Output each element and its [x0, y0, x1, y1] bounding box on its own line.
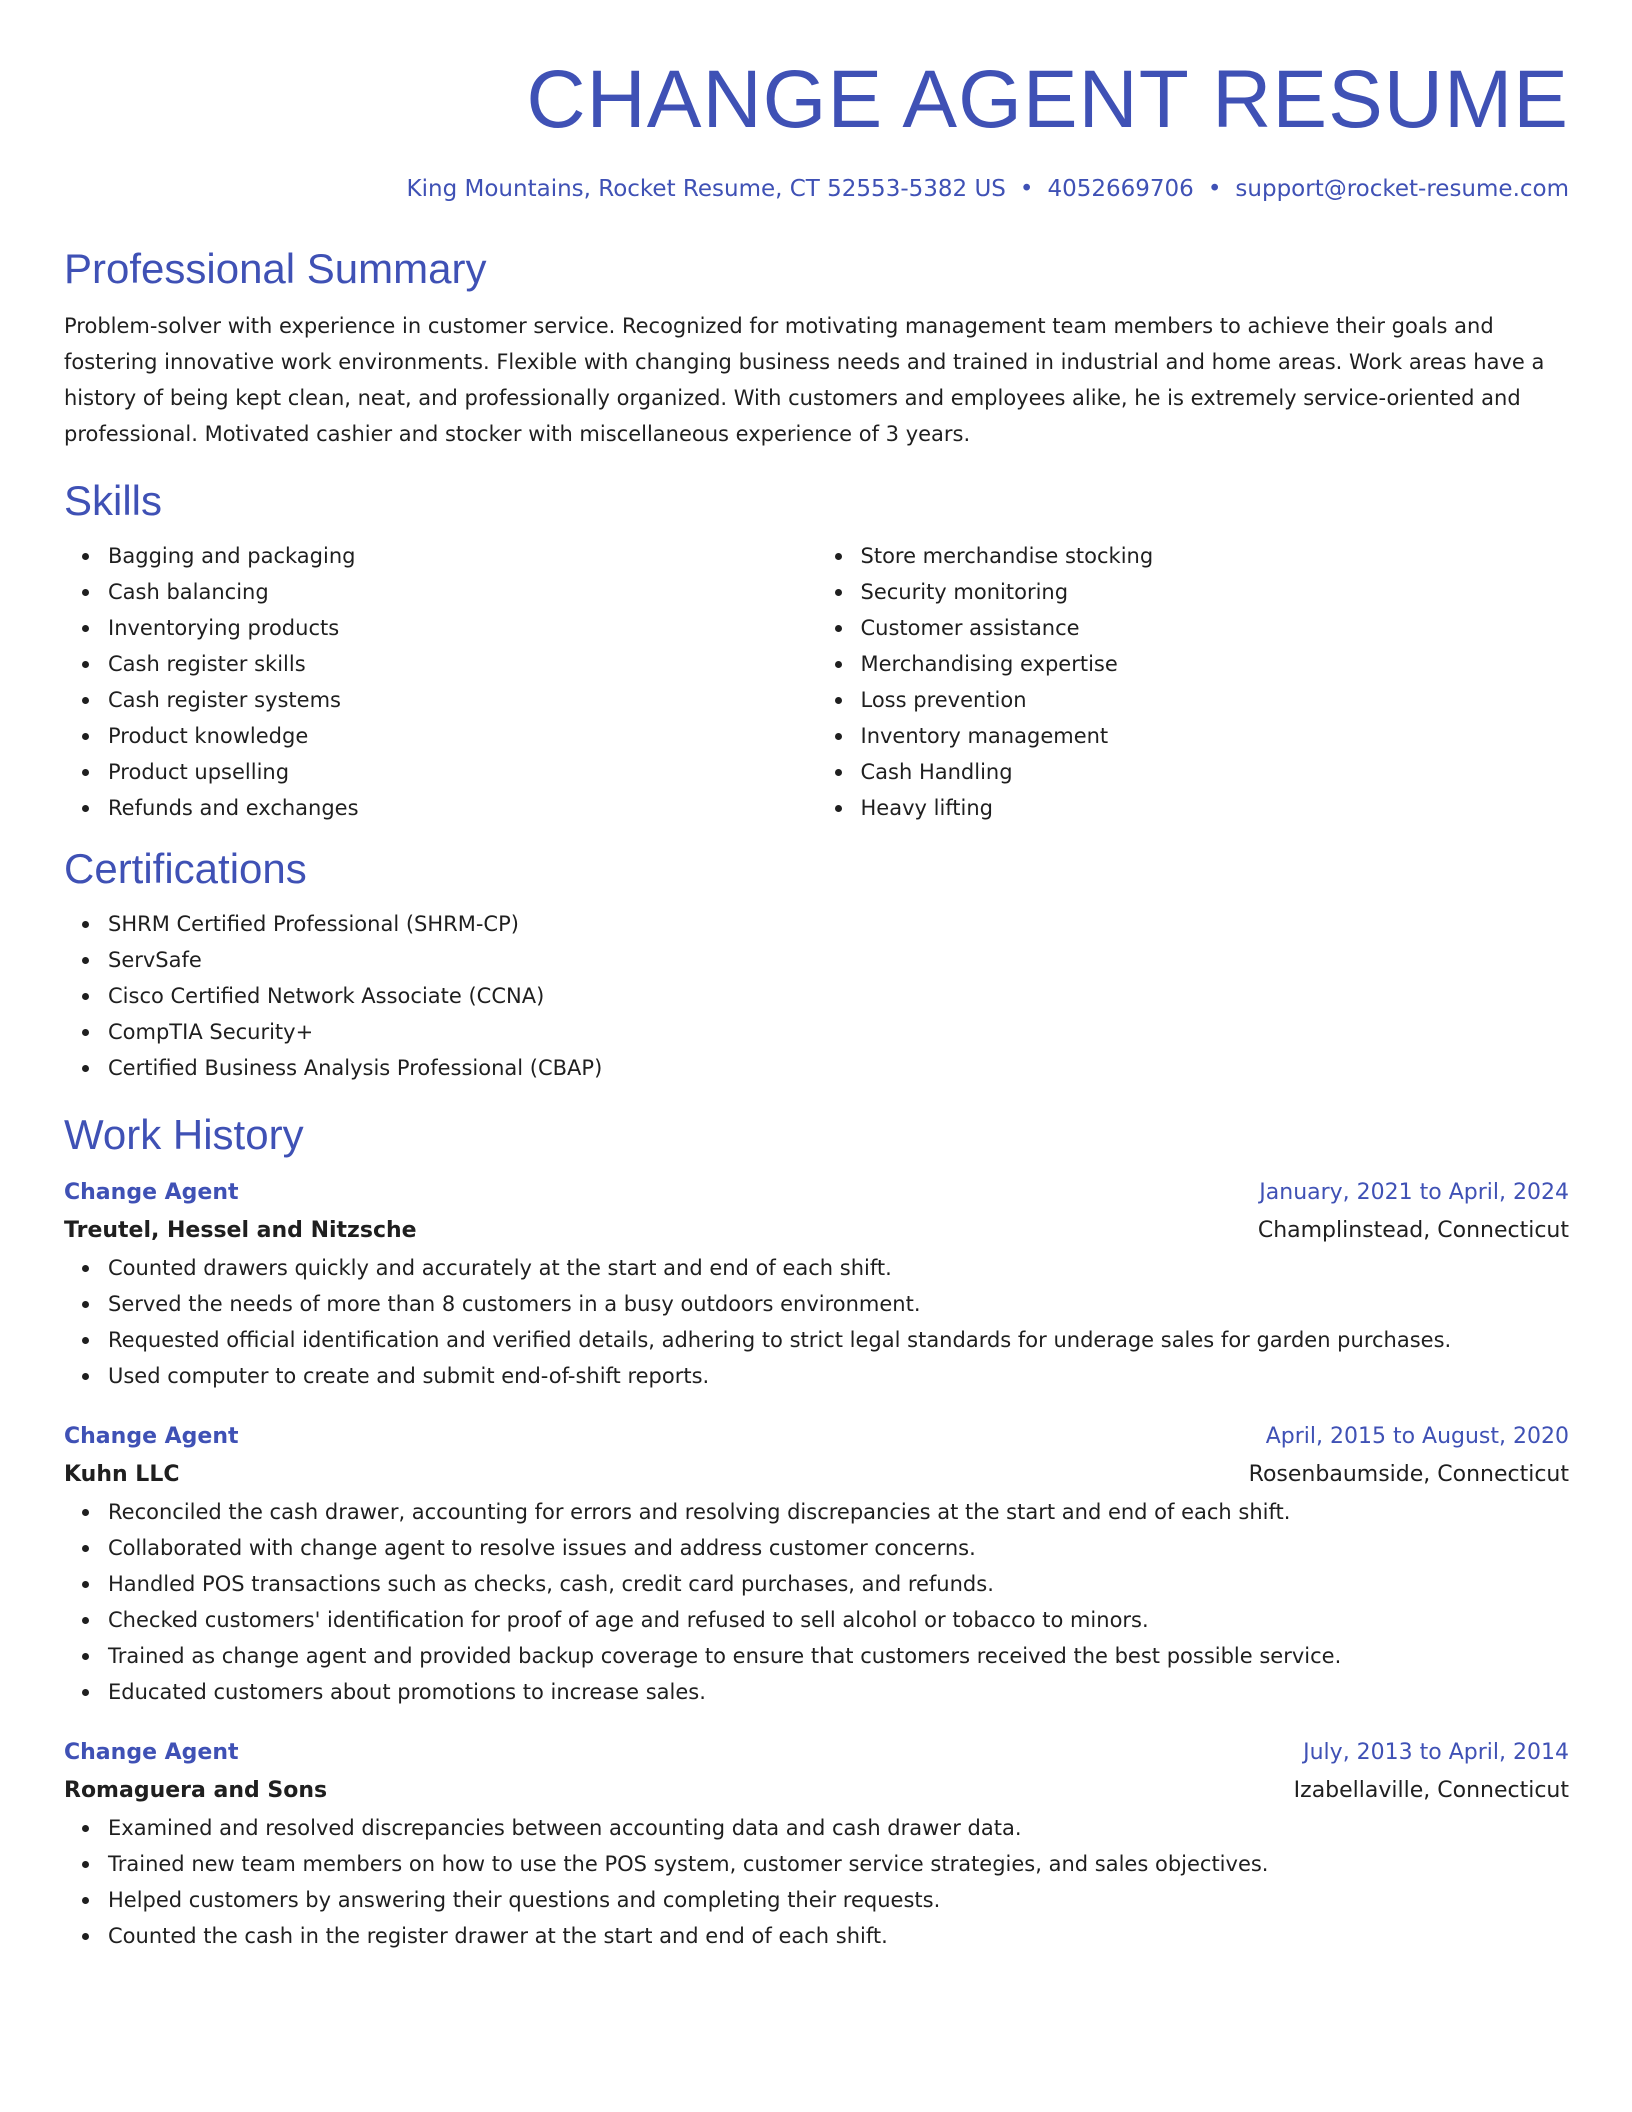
job-bullet: Examined and resolved discrepancies between accounting data and cash drawer data. — [108, 1810, 1569, 1846]
job-bullet: Trained as change agent and provided backup coverage to ensure that customers received the best possible service. — [108, 1638, 1569, 1674]
summary-heading: Professional Summary — [64, 245, 487, 292]
contact-phone[interactable]: 4052669706 — [1047, 176, 1194, 202]
job-bullet: Served the needs of more than 8 customers in a busy outdoors environment. — [108, 1286, 1569, 1322]
job-title: Change Agent — [64, 1740, 239, 1765]
certification-item: CompTIA Security+ — [108, 1014, 1569, 1050]
job-dates: January, 2021 to April, 2024 — [1259, 1180, 1569, 1205]
job-header-row — [64, 1734, 1569, 1772]
job-bullet-list — [64, 1250, 1569, 1394]
job-bullet: Reconciled the cash drawer, accounting for errors and resolving discrepancies at the start and end of each shift. — [108, 1494, 1569, 1530]
job-bullet-list — [64, 1810, 1569, 1954]
certification-item: Certified Business Analysis Professional (CBAP) — [108, 1050, 1569, 1086]
job-bullet-list — [64, 1494, 1569, 1710]
job-bullet: Checked customers' identification for proof of age and refused to sell alcohol or tobacco to minors. — [108, 1602, 1569, 1638]
job-location: Rosenbaumside, Connecticut — [1248, 1462, 1569, 1487]
job-bullet: Used computer to create and submit end-of-shift reports. — [108, 1358, 1569, 1394]
contact-address: King Mountains, Rocket Resume, CT 52553-5382 US — [406, 176, 1006, 202]
job-header-row — [64, 1174, 1569, 1212]
job-entry — [64, 1734, 1569, 1954]
skill-item: Product knowledge — [108, 718, 817, 754]
certifications-heading: Certifications — [64, 845, 307, 892]
job-company-row — [64, 1456, 1569, 1494]
certifications-list — [64, 906, 1569, 1086]
job-entry — [64, 1174, 1569, 1394]
skill-item: Cash register skills — [108, 646, 817, 682]
job-location: Izabellaville, Connecticut — [1293, 1778, 1569, 1803]
skill-item: Inventory management — [861, 718, 1570, 754]
skills-right-list — [817, 538, 1570, 826]
skill-item: Cash balancing — [108, 574, 817, 610]
skill-item: Cash Handling — [861, 754, 1570, 790]
job-company: Romaguera and Sons — [64, 1778, 328, 1803]
skill-item: Refunds and exchanges — [108, 790, 817, 826]
job-header-row — [64, 1418, 1569, 1456]
job-entry — [64, 1418, 1569, 1710]
job-bullet: Counted drawers quickly and accurately at the start and end of each shift. — [108, 1250, 1569, 1286]
skill-item: Bagging and packaging — [108, 538, 817, 574]
job-title: Change Agent — [64, 1424, 239, 1449]
contact-line — [64, 174, 1569, 204]
skills-left-list — [64, 538, 817, 826]
contact-email[interactable]: support@rocket-resume.com — [1235, 176, 1569, 202]
certification-item: ServSafe — [108, 942, 1569, 978]
skill-item: Loss prevention — [861, 682, 1570, 718]
job-bullet: Helped customers by answering their questions and completing their requests. — [108, 1882, 1569, 1918]
job-bullet: Requested official identification and verified details, adhering to strict legal standards for underage sales for garden purchases. — [108, 1322, 1569, 1358]
job-title: Change Agent — [64, 1180, 239, 1205]
skill-item: Inventorying products — [108, 610, 817, 646]
job-location: Champlinstead, Connecticut — [1257, 1218, 1569, 1243]
contact-separator: • — [1019, 176, 1034, 202]
job-company-row — [64, 1212, 1569, 1250]
job-company: Treutel, Hessel and Nitzsche — [64, 1218, 417, 1243]
skill-item: Store merchandise stocking — [861, 538, 1570, 574]
skill-item: Customer assistance — [861, 610, 1570, 646]
certification-item: Cisco Certified Network Associate (CCNA) — [108, 978, 1569, 1014]
job-company: Kuhn LLC — [64, 1462, 180, 1487]
job-dates: July, 2013 to April, 2014 — [1303, 1740, 1569, 1765]
skill-item: Merchandising expertise — [861, 646, 1570, 682]
job-bullet: Handled POS transactions such as checks, cash, credit card purchases, and refunds. — [108, 1566, 1569, 1602]
contact-separator: • — [1207, 176, 1222, 202]
summary-text: Problem-solver with experience in customer service. Recognized for motivating management team members to achieve their goals and fostering innovative work environments. Flexible with changing business needs and trained in industrial and home areas. Work areas have a history of being kept clean, neat, and professionally organized. With customers and employees alike, he is extremely service-oriented and professional. Motivated cashier and stocker with miscellaneous experience of 3 years. — [64, 314, 1545, 446]
skill-item: Product upselling — [108, 754, 817, 790]
resume-title: CHANGE AGENT RESUME — [526, 54, 1569, 145]
job-bullet: Trained new team members on how to use the POS system, customer service strategies, and sales objectives. — [108, 1846, 1569, 1882]
skill-item: Security monitoring — [861, 574, 1570, 610]
certification-item: SHRM Certified Professional (SHRM-CP) — [108, 906, 1569, 942]
work-history-heading: Work History — [64, 1111, 304, 1158]
job-dates: April, 2015 to August, 2020 — [1265, 1424, 1569, 1449]
job-company-row — [64, 1772, 1569, 1810]
job-bullet: Counted the cash in the register drawer at the start and end of each shift. — [108, 1918, 1569, 1954]
job-bullet: Educated customers about promotions to increase sales. — [108, 1674, 1569, 1710]
skill-item: Cash register systems — [108, 682, 817, 718]
skills-heading: Skills — [64, 477, 163, 524]
job-bullet: Collaborated with change agent to resolve issues and address customer concerns. — [108, 1530, 1569, 1566]
skill-item: Heavy lifting — [861, 790, 1570, 826]
skills-grid — [64, 538, 1569, 826]
